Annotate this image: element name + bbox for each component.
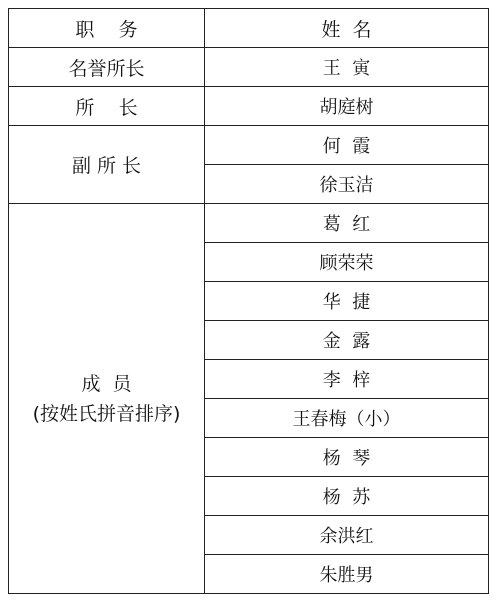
position-director: 所 长 xyxy=(9,87,205,126)
position-members xyxy=(9,204,205,594)
member-name: 余洪红 xyxy=(205,516,489,555)
members-sort-note: (按姓氏拼音排序) xyxy=(32,402,181,425)
table-row xyxy=(9,126,489,165)
member-name: 华 捷 xyxy=(205,282,489,321)
member-name: 金 露 xyxy=(205,321,489,360)
member-name: 何 霞 xyxy=(205,126,489,165)
header-position: 职 务 xyxy=(9,9,205,48)
header-name: 姓 名 xyxy=(205,9,489,48)
position-deputy-director: 副 所 长 xyxy=(9,126,205,204)
header-row xyxy=(9,9,489,48)
member-name: 王春梅（小） xyxy=(205,399,489,438)
member-name: 徐玉洁 xyxy=(205,165,489,204)
member-name: 朱胜男 xyxy=(205,555,489,594)
table-row xyxy=(9,48,489,87)
table-row xyxy=(9,87,489,126)
staff-table xyxy=(8,8,489,594)
member-name: 胡庭树 xyxy=(205,87,489,126)
member-name: 杨 琴 xyxy=(205,438,489,477)
member-name: 葛 红 xyxy=(205,204,489,243)
member-name: 王 寅 xyxy=(205,48,489,87)
position-honorary-director: 名誉所长 xyxy=(9,48,205,87)
member-name: 杨 苏 xyxy=(205,477,489,516)
member-name: 李 梓 xyxy=(205,360,489,399)
member-name: 顾荣荣 xyxy=(205,243,489,282)
table-row xyxy=(9,204,489,243)
members-title: 成 员 xyxy=(81,372,132,395)
